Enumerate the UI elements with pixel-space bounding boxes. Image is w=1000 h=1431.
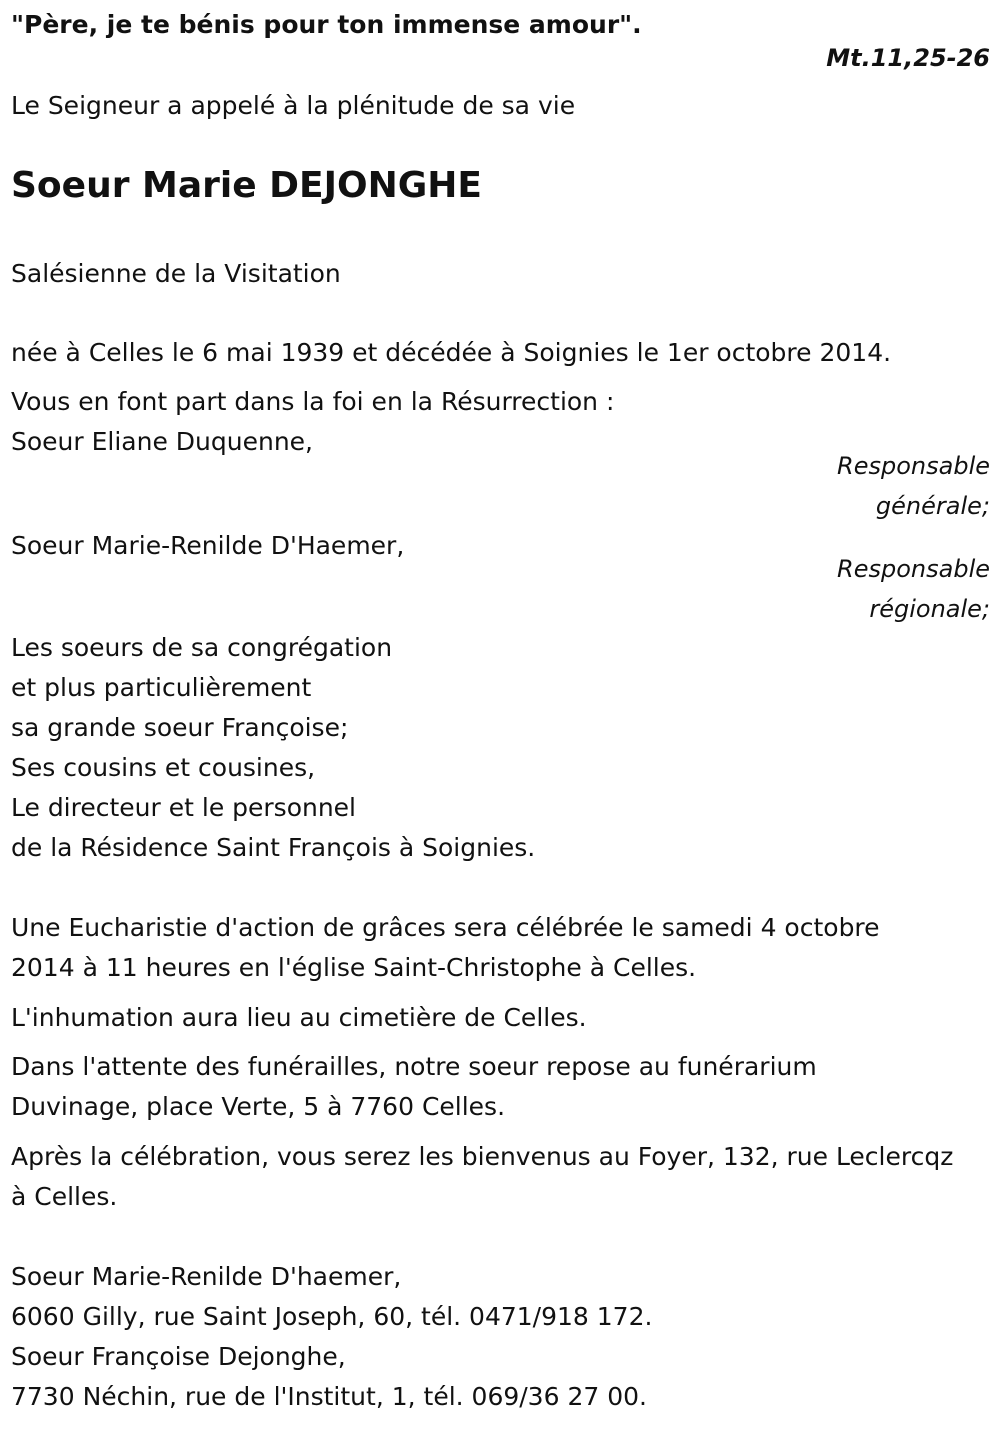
announcer-role-2-line-2: régionale;	[869, 595, 990, 623]
burial-announcement: L'inhumation aura lieu au cimetière de Celles.	[11, 1003, 587, 1032]
contact-line: Soeur Marie-Renilde D'haemer,	[11, 1262, 402, 1291]
family-line: Les soeurs de sa congrégation	[11, 633, 393, 662]
bible-quote: "Père, je te bénis pour ton immense amour".	[11, 10, 642, 39]
birth-death-dates: née à Celles le 6 mai 1939 et décédée à Soignies le 1er octobre 2014.	[11, 338, 892, 367]
mass-announcement-line-2: 2014 à 11 heures en l'église Saint-Christophe à Celles.	[11, 953, 697, 982]
rest-location-line-1: Dans l'attente des funérailles, notre soeur repose au funérarium	[11, 1052, 817, 1081]
religious-order: Salésienne de la Visitation	[11, 259, 341, 288]
mass-announcement-line-1: Une Eucharistie d'action de grâces sera célébrée le samedi 4 octobre	[11, 913, 880, 942]
announcer-role-1-line-2: générale;	[875, 492, 990, 520]
obituary-document	[11, 0, 990, 1431]
reception-line-2: à Celles.	[11, 1182, 118, 1211]
contact-line: Soeur Françoise Dejonghe,	[11, 1342, 346, 1371]
family-line: et plus particulièrement	[11, 673, 312, 702]
announcers-intro: Vous en font part dans la foi en la Résurrection :	[11, 387, 615, 416]
announcer-role-2-line-1: Responsable	[837, 555, 990, 583]
family-line: Le directeur et le personnel	[11, 793, 357, 822]
reception-line-1: Après la célébration, vous serez les bienvenus au Foyer, 132, rue Leclercqz	[11, 1142, 954, 1171]
announcer-role-1-line-1: Responsable	[837, 452, 990, 480]
family-line: Ses cousins et cousines,	[11, 753, 316, 782]
family-line: sa grande soeur Françoise;	[11, 713, 349, 742]
family-line: de la Résidence Saint François à Soignies.	[11, 833, 536, 862]
announcer-name-2: Soeur Marie-Renilde D'Haemer,	[11, 531, 405, 560]
deceased-name: Soeur Marie DEJONGHE	[11, 165, 483, 206]
bible-reference: Mt.11,25-26	[826, 44, 990, 72]
intro-text: Le Seigneur a appelé à la plénitude de sa vie	[11, 91, 576, 120]
rest-location-line-2: Duvinage, place Verte, 5 à 7760 Celles.	[11, 1092, 506, 1121]
contact-line: 7730 Néchin, rue de l'Institut, 1, tél. 069/36 27 00.	[11, 1382, 647, 1411]
contact-line: 6060 Gilly, rue Saint Joseph, 60, tél. 0471/918 172.	[11, 1302, 653, 1331]
announcer-name-1: Soeur Eliane Duquenne,	[11, 427, 314, 456]
